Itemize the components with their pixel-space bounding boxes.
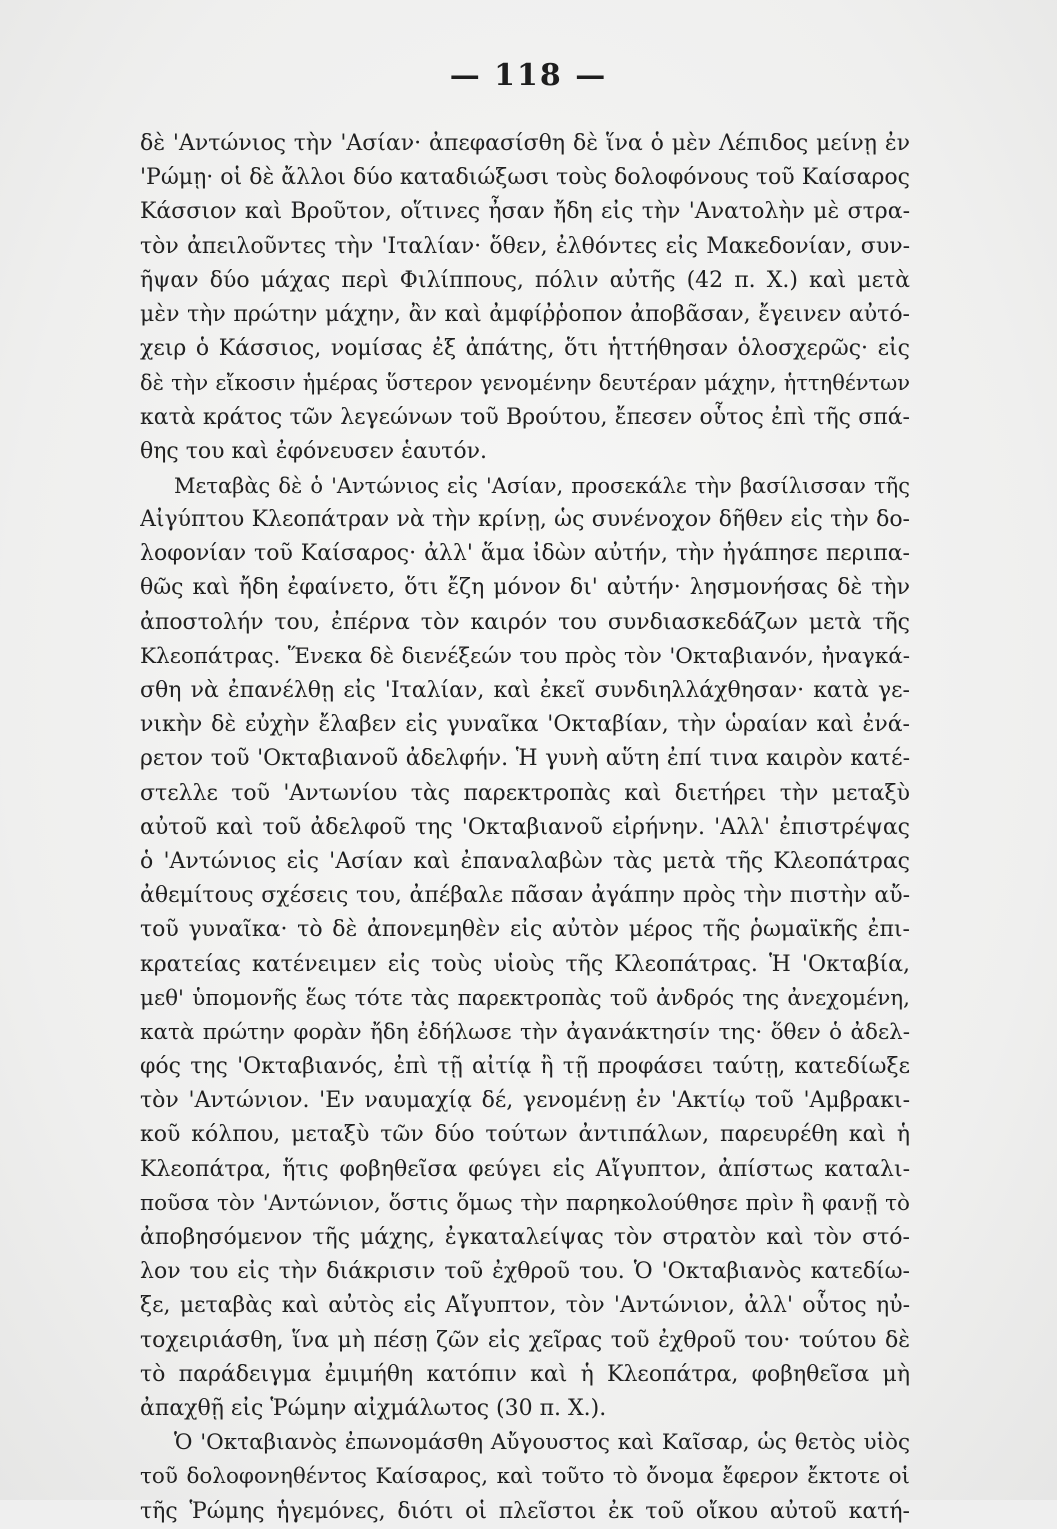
text-line: Κλεοπάτρας. Ἕνεκα δὲ διενέξεών του πρὸς τὸν 'Οκταβιανόν, ἠναγκά- <box>140 643 910 669</box>
text-line: ὁ 'Αντώνιος εἰς 'Ασίαν καὶ ἐπαναλαβὼν τὰς μετὰ τῆς Κλεοπάτρας <box>140 848 910 874</box>
text-line: κατὰ πρώτην φορὰν ἤδη ἐδήλωσε τὴν ἀγανάκτησίν της· ὅθεν ὁ ἀδελ- <box>140 1019 910 1045</box>
text-line: μεθ' ὑπομονῆς ἕως τότε τὰς παρεκτροπὰς τοῦ ἀνδρός της ἀνεχομένη, <box>140 985 910 1011</box>
paragraph-end-line: θης του καὶ ἐφόνευσεν ἑαυτόν. <box>140 438 487 464</box>
text-line: ρετον τοῦ 'Οκταβιανοῦ ἀδελφήν. Ἡ γυνὴ αὕτη ἐπί τινα καιρὸν κατέ- <box>140 746 910 772</box>
text-line: ποῦσα τὸν 'Αντώνιον, ὅστις ὅμως τὴν παρηκολούθησε πρὶν ἢ φανῇ τὸ <box>140 1190 910 1216</box>
text-line: στελλε τοῦ 'Αντωνίου τὰς παρεκτροπὰς καὶ διετήρει τὴν μεταξὺ <box>140 780 910 806</box>
text-line: λοφονίαν τοῦ Καίσαρος· ἀλλ' ἅμα ἰδὼν αὐτήν, τὴν ἠγάπησε περιπα- <box>140 541 910 567</box>
text-line: 'Ρώμῃ· οἱ δὲ ἄλλοι δύο καταδιώξωσι τοὺς δολοφόνους τοῦ Καίσαρος <box>140 165 910 191</box>
body-text <box>140 127 910 1529</box>
text-line: Κλεοπάτρα, ἥτις φοβηθεῖσα φεύγει εἰς Αἴγυπτον, ἀπίστως καταλι- <box>140 1156 910 1182</box>
text-line: νικὴν δὲ εὐχὴν ἔλαβεν εἰς γυναῖκα 'Οκταβίαν, τὴν ὡραίαν καὶ ἐνά- <box>140 712 910 738</box>
text-line: ξε, μεταβὰς καὶ αὐτὸς εἰς Αἴγυπτον, τὸν 'Αντώνιον, ἀλλ' οὗτος ηὐ- <box>140 1293 910 1319</box>
text-line: τὸν 'Αντώνιον. 'Εν ναυμαχίᾳ δέ, γενομένῃ ἐν 'Ακτίῳ τοῦ 'Αμβρακι- <box>140 1088 910 1114</box>
text-line: Αἰγύπτου Κλεοπάτραν νὰ τὴν κρίνῃ, ὡς συνένοχον δῆθεν εἰς τὴν δο- <box>140 507 910 533</box>
text-line: ἀποστολήν του, ἐπέρνα τὸν καιρόν του συνδιασκεδάζων μετὰ τῆς <box>140 609 910 635</box>
text-line: ῆψαν δύο μάχας περὶ Φιλίππους, πόλιν αὐτῆς (42 π. Χ.) καὶ μετὰ <box>140 267 910 293</box>
text-line: ἀθεμίτους σχέσεις του, ἀπέβαλε πᾶσαν ἀγάπην πρὸς τὴν πιστὴν αὔ- <box>140 883 910 909</box>
text-line: τοῦ γυναῖκα· τὸ δὲ ἀπονεμηθὲν εἰς αὐτὸν μέρος τῆς ῥωμαϊκῆς ἐπι- <box>140 917 910 943</box>
page-number: — 118 — <box>449 58 608 93</box>
text-line: κοῦ κόλπου, μεταξὺ τῶν δύο τούτων ἀντιπάλων, παρευρέθη καὶ ἡ <box>140 1122 910 1148</box>
text-line: αὐτοῦ καὶ τοῦ ἀδελφοῦ της 'Οκταβιανοῦ εἰρήνην. 'Αλλ' ἐπιστρέψας <box>140 814 910 840</box>
paragraph-start-line: Ὁ 'Οκταβιανὸς ἐπωνομάσθη Αὔγουστος καὶ Καῖσαρ, ὡς θετὸς υἱὸς <box>174 1430 910 1456</box>
text-line: φός της 'Οκταβιανός, ἐπὶ τῇ αἰτίᾳ ἢ τῇ προφάσει ταύτῃ, κατεδίωξε <box>140 1054 910 1080</box>
text-line: λον του εἰς τὴν διάκρισιν τοῦ ἐχθροῦ του. Ὁ 'Οκταβιανὸς κατεδίω- <box>140 1259 910 1285</box>
text-line: τὸ παράδειγμα ἐμιμήθη κατόπιν καὶ ἡ Κλεοπάτρα, φοβηθεῖσα μὴ <box>140 1361 910 1387</box>
text-line: κρατείας κατένειμεν εἰς τοὺς υἱοὺς τῆς Κλεοπάτρας. Ἡ 'Οκταβία, <box>140 951 910 977</box>
text-line: ἀποβησόμενον τῆς μάχης, ἐγκαταλείψας τὸν στρατὸν καὶ τὸν στό- <box>140 1225 910 1250</box>
text-line: σθη νὰ ἐπανέλθῃ εἰς 'Ιταλίαν, καὶ ἐκεῖ συνδιηλλάχθησαν· κατὰ γε- <box>140 678 910 703</box>
text-line: χειρ ὁ Κάσσιος, νομίσας ἐξ ἀπάτης, ὅτι ἡττήθησαν ὁλοσχερῶς· εἰς <box>140 336 910 362</box>
text-line: τῆς Ῥώμης ἡγεμόνες, διότι οἱ πλεῖστοι ἐκ τοῦ οἴκου αὐτοῦ κατή- <box>140 1498 910 1524</box>
paragraph-end-line: ἀπαχθῇ εἰς Ῥώμην αἰχμάλωτος (30 π. Χ.). <box>140 1395 607 1421</box>
text-line: τοῦ δολοφονηθέντος Καίσαρος, καὶ τοῦτο τὸ ὄνομα ἔφερον ἔκτοτε οἱ <box>140 1464 910 1490</box>
text-line: Κάσσιον καὶ Βροῦτον, οἵτινες ἦσαν ἤδη εἰς τὴν 'Ανατολὴν μὲ στρα- <box>140 199 910 225</box>
text-line: κατὰ κράτος τῶν λεγεώνων τοῦ Βρούτου, ἔπεσεν οὗτος ἐπὶ τῆς σπά- <box>140 404 910 430</box>
text-line: θῶς καὶ ἤδη ἐφαίνετο, ὅτι ἔζη μόνον δι' αὐτήν· λησμονήσας δὲ τὴν <box>140 575 910 601</box>
text-line: δὲ τὴν εἴκοσιν ἡμέρας ὕστερον γενομένην δευτέραν μάχην, ἡττηθέντων <box>140 371 910 396</box>
text-line: μὲν τὴν πρώτην μάχην, ἂν καὶ ἀμφίῤῥοπον ἀποβᾶσαν, ἔγεινεν αὐτό- <box>140 301 910 327</box>
paragraph-start-line: Μεταβὰς δὲ ὁ 'Αντώνιος εἰς 'Ασίαν, προσεκάλε τὴν βασίλισσαν τῆς <box>174 473 910 498</box>
text-line: τὸν ἀπειλοῦντες τὴν 'Ιταλίαν· ὅθεν, ἐλθόντες εἰς Μακεδονίαν, συν- <box>140 233 910 259</box>
text-line: δὲ 'Αντώνιος τὴν 'Ασίαν· ἀπεφασίσθη δὲ ἵνα ὁ μὲν Λέπιδος μείνῃ ἐν <box>140 131 910 156</box>
text-line: τοχειριάσθη, ἵνα μὴ πέσῃ ζῶν εἰς χεῖρας τοῦ ἐχθροῦ του· τούτου δὲ <box>140 1327 910 1353</box>
